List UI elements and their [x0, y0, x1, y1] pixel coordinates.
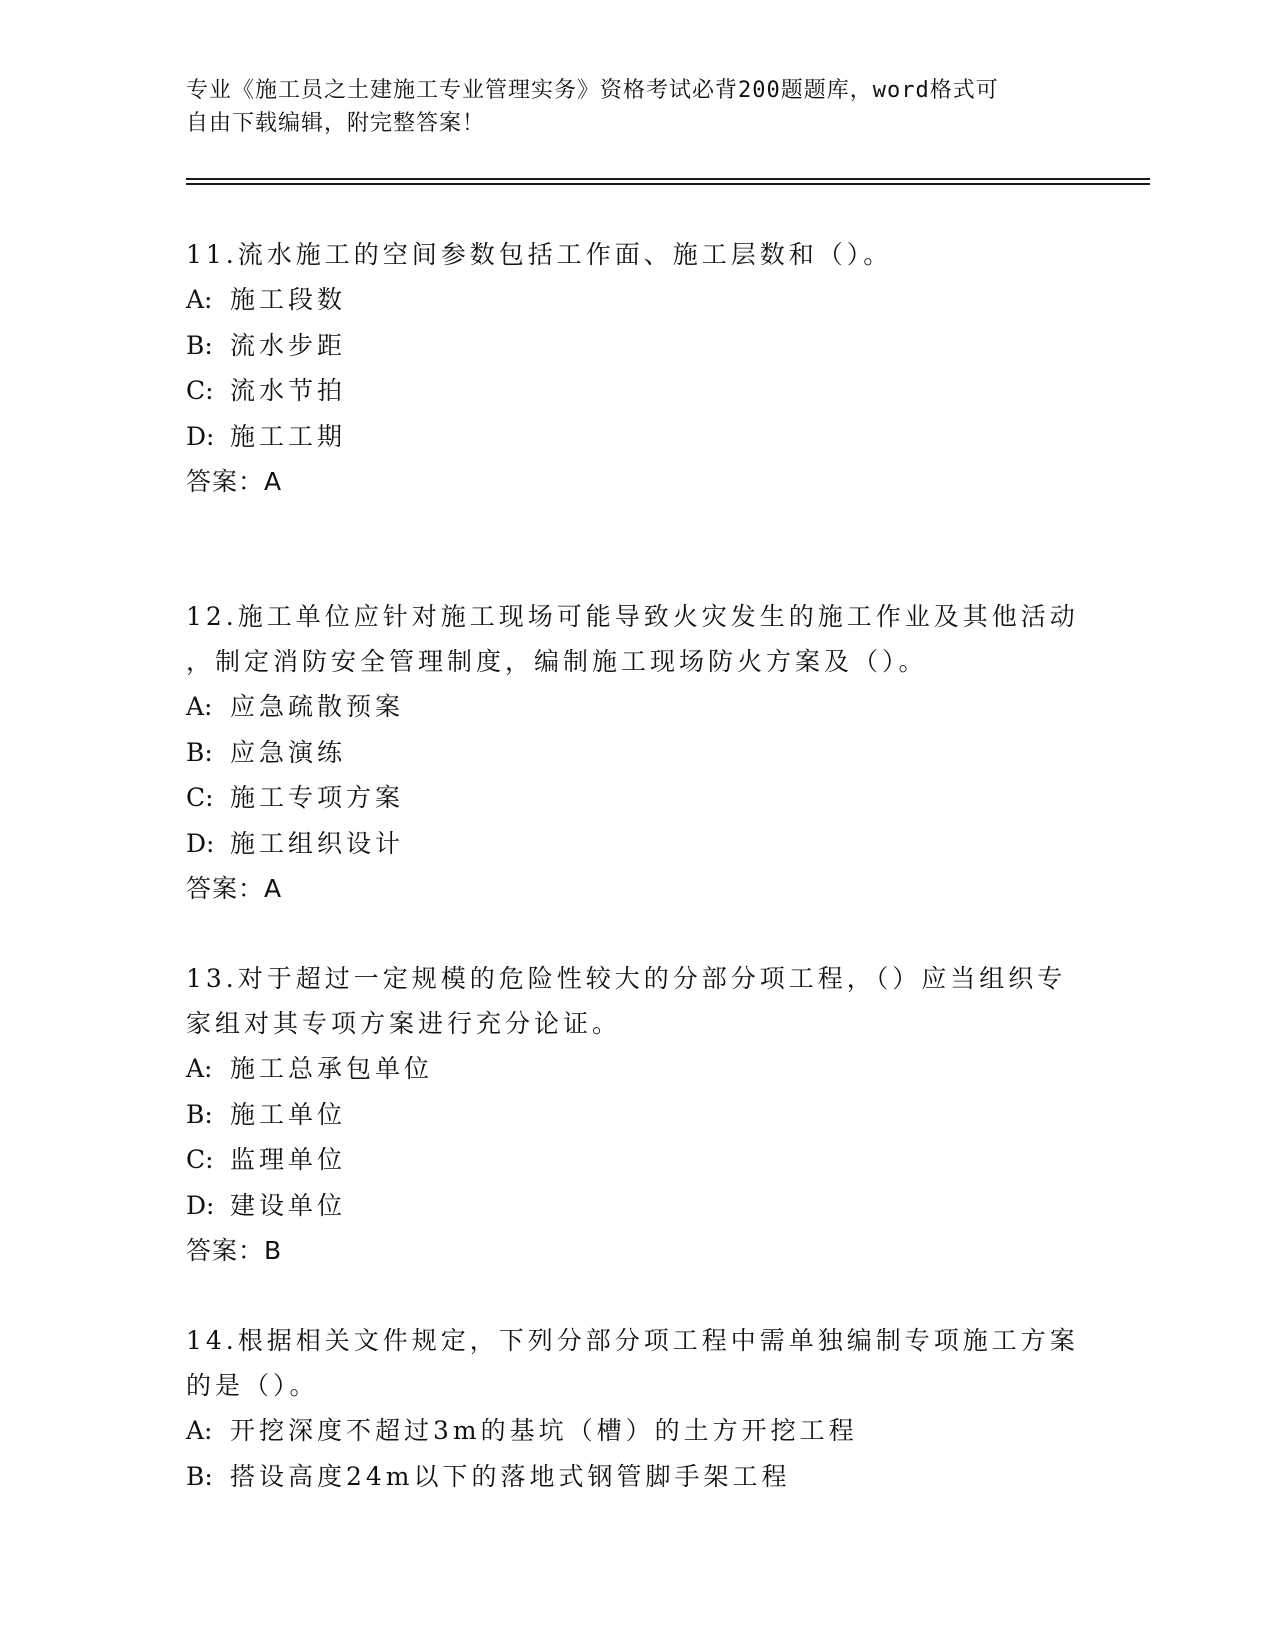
option-a [186, 1408, 1086, 1454]
answer-text: 答案：B [186, 1236, 283, 1265]
option-letter: A: [186, 1416, 213, 1445]
option-text: 建设单位 [230, 1190, 347, 1220]
header-divider-bottom [186, 183, 1150, 185]
question-text: 14.根据相关文件规定，下列分部分项工程中需单独编制专项施工方案 [186, 1326, 1079, 1355]
option-d [186, 1183, 1086, 1229]
question-text: 11.流水施工的空间参数包括工作面、施工层数和（）。 [186, 240, 893, 269]
header-divider-top [186, 178, 1150, 180]
option-letter: D: [186, 1190, 215, 1220]
answer-text: 答案：A [186, 467, 283, 496]
option-text: 施工专项方案 [230, 783, 405, 812]
header-title-line-1: 专业《施工员之土建施工专业管理实务》资格考试必背200题题库，word格式可 [186, 78, 999, 103]
question-text-continued: 的是（）。 [186, 1371, 319, 1400]
option-letter: C: [186, 1145, 214, 1174]
option-text: 施工段数 [230, 285, 347, 314]
question-12 [186, 594, 1086, 911]
option-letter: A: [186, 1054, 213, 1083]
question-11 [186, 232, 1086, 504]
option-b [186, 1092, 1086, 1138]
option-letter: D: [186, 421, 215, 451]
option-b [186, 730, 1086, 776]
option-letter: A: [186, 692, 213, 721]
option-letter: B: [186, 1461, 213, 1491]
question-14 [186, 1318, 1086, 1499]
option-letter: B: [186, 330, 213, 360]
question-text: 12.施工单位应针对施工现场可能导致火灾发生的施工作业及其他活动 [186, 602, 1079, 631]
option-text: 流水节拍 [230, 376, 347, 405]
question-text-continued: 家组对其专项方案进行充分论证。 [186, 1009, 622, 1038]
option-letter: C: [186, 376, 214, 405]
question-13 [186, 956, 1086, 1273]
option-c [186, 775, 1086, 821]
option-text: 施工工期 [230, 421, 347, 451]
option-text: 应急演练 [230, 737, 347, 767]
option-letter: C: [186, 783, 214, 812]
option-text: 监理单位 [230, 1145, 347, 1174]
option-letter: D: [186, 828, 215, 858]
option-b [186, 323, 1086, 369]
option-c [186, 368, 1086, 414]
header-title-line-2: 自由下载编辑，附完整答案！ [186, 111, 486, 136]
question-text: 13.对于超过一定规模的危险性较大的分部分项工程，（）应当组织专 [186, 964, 1067, 993]
option-c [186, 1137, 1086, 1183]
option-text: 应急疏散预案 [230, 692, 405, 721]
option-text: 流水步距 [230, 330, 347, 360]
option-a [186, 1046, 1086, 1092]
answer-text: 答案：A [186, 874, 283, 903]
option-text: 施工单位 [230, 1099, 347, 1129]
document-header [186, 74, 1066, 140]
option-a [186, 277, 1086, 323]
option-letter: B: [186, 1099, 213, 1129]
option-a [186, 684, 1086, 730]
option-text: 施工总承包单位 [230, 1054, 434, 1083]
option-text: 搭设高度24m以下的落地式钢管脚手架工程 [230, 1461, 791, 1491]
question-text-continued: ，制定消防安全管理制度，编制施工现场防火方案及（）。 [186, 647, 928, 676]
option-text: 施工组织设计 [230, 828, 405, 858]
option-d [186, 821, 1086, 867]
option-letter: B: [186, 737, 213, 767]
option-b [186, 1454, 1086, 1500]
option-letter: A: [186, 285, 213, 314]
option-d [186, 414, 1086, 460]
option-text: 开挖深度不超过3m的基坑（槽）的土方开挖工程 [230, 1416, 858, 1445]
